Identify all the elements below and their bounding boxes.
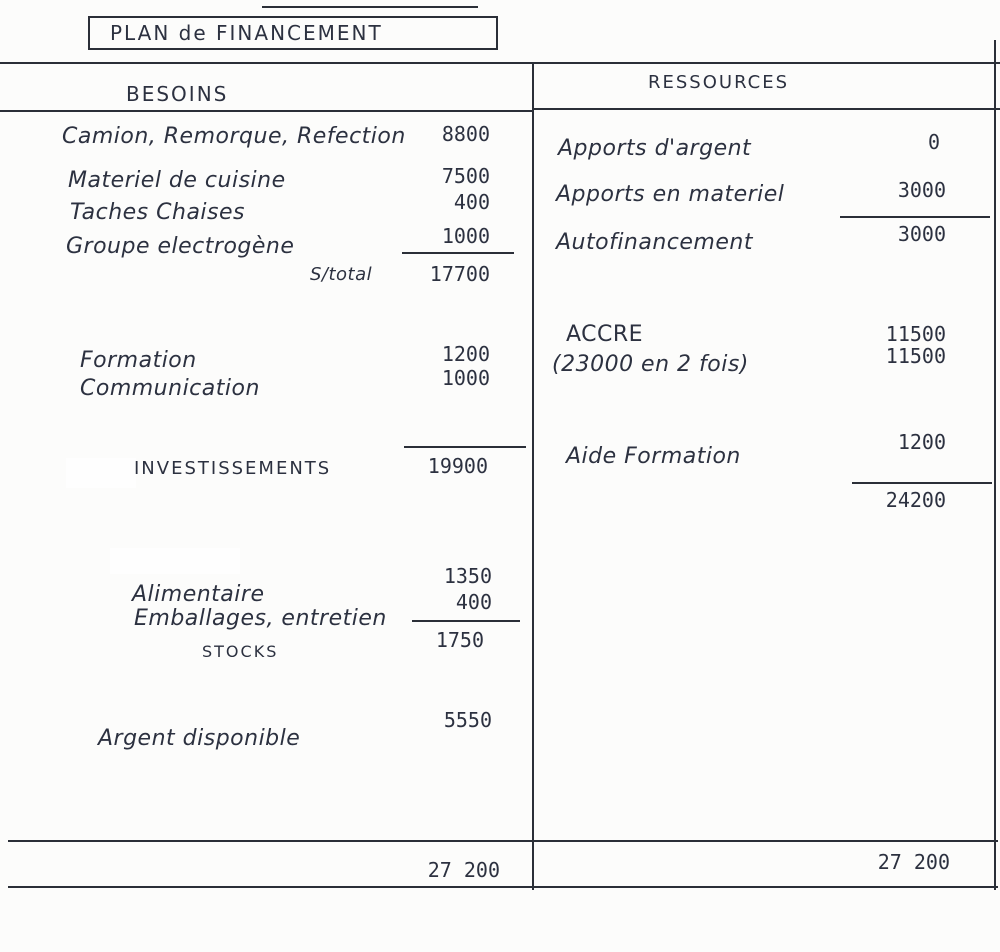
ressources-total: 27 200 (877, 850, 950, 874)
column-divider (532, 62, 534, 890)
besoins-item-value: 1000 (441, 366, 490, 390)
total-top-line (8, 840, 998, 842)
besoins-item-value: 1200 (441, 342, 490, 366)
header-separator-right (534, 108, 1000, 110)
stock-item-label: Emballages, entretien (134, 606, 387, 631)
ressources-subtotal-value: 24200 (885, 488, 946, 512)
ressource-item-value: 0 (927, 130, 940, 154)
accre-note: (23000 en 2 fois) (552, 352, 749, 377)
autofinancement-value: 3000 (897, 222, 946, 246)
besoins-item-value: 1000 (441, 224, 490, 248)
investissements-label: INVESTISSEMENTS (134, 458, 332, 479)
accre-value: 11500 (885, 322, 946, 346)
ressource-item-label: Apports en materiel (556, 182, 785, 207)
stocks-line (412, 620, 520, 622)
besoins-item-label: Materiel de cuisine (68, 168, 286, 193)
investissements-value: 19900 (427, 454, 488, 478)
besoins-item-label: Camion, Remorque, Refection (62, 124, 406, 149)
besoins-item-value: 7500 (441, 164, 490, 188)
stock-item-value: 400 (455, 590, 492, 614)
besoins-header: BESOINS (126, 82, 229, 106)
investissements-line (404, 446, 526, 448)
page-title: PLAN de FINANCEMENT (110, 21, 383, 45)
ressource-item-value: 3000 (897, 178, 946, 202)
erased-area (110, 548, 240, 574)
stock-item-value: 1350 (443, 564, 492, 588)
stocks-value: 1750 (435, 628, 484, 652)
aide-value: 1200 (897, 430, 946, 454)
autofinancement-line (840, 216, 990, 218)
ressource-item-label: Apports d'argent (558, 136, 752, 161)
argent-label: Argent disponible (98, 726, 301, 751)
subtotal-value: 17700 (429, 262, 490, 286)
right-border (994, 40, 996, 890)
stock-item-label: Alimentaire (132, 582, 265, 607)
erased-area (66, 458, 136, 488)
stocks-label: STOCKS (202, 642, 279, 661)
ressources-subtotal-line (852, 482, 992, 484)
argent-value: 5550 (443, 708, 492, 732)
besoins-item-label: Communication (80, 376, 260, 401)
besoins-item-value: 400 (453, 190, 490, 214)
total-bottom-line (8, 886, 998, 888)
ressources-header: RESSOURCES (648, 72, 790, 93)
subtotal-line (402, 252, 514, 254)
besoins-item-value: 8800 (441, 122, 490, 146)
besoins-item-label: Groupe electrogène (66, 234, 295, 259)
subtotal-label: S/total (310, 264, 373, 285)
table-top-border (0, 62, 1000, 64)
autofinancement-label: Autofinancement (556, 230, 753, 255)
aide-label: Aide Formation (566, 444, 741, 469)
besoins-item-label: Taches Chaises (70, 200, 245, 225)
title-box (88, 16, 498, 50)
besoins-item-label: Formation (80, 348, 197, 373)
title-overline (262, 6, 478, 8)
header-separator-left (0, 110, 534, 112)
accre-label: ACCRE (566, 322, 644, 347)
accre-value: 11500 (885, 344, 946, 368)
besoins-total: 27 200 (427, 858, 500, 882)
